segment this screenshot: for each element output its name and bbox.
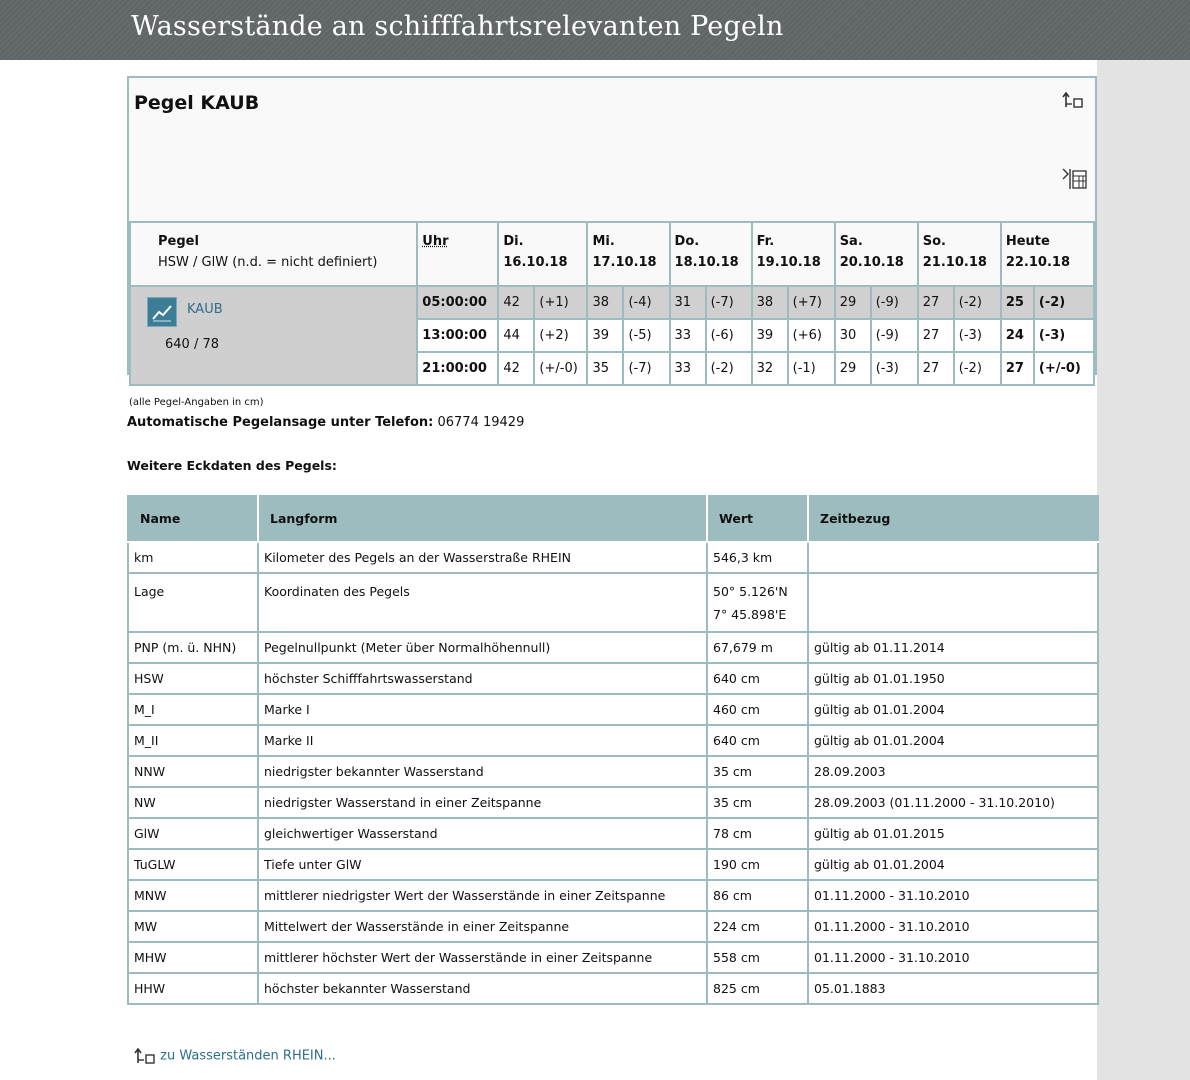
langform-cell: niedrigster bekannter Wasserstand [258, 756, 707, 787]
level-change-cell: (-3) [954, 319, 1001, 352]
day-name: Sa. [839, 234, 863, 249]
unit-note: (alle Pegel-Angaben in cm) [129, 397, 264, 408]
water-level-header-row [130, 222, 1094, 286]
pegel-header-title: Pegel [158, 234, 199, 249]
name-cell: MNW [128, 880, 258, 911]
level-change-cell: (-2) [1034, 286, 1094, 319]
day-date: 20.10.18 [839, 255, 904, 270]
level-change-cell: (-4) [623, 286, 669, 319]
level-change-cell: (-9) [871, 286, 918, 319]
day-column-header [498, 222, 587, 286]
day-name: So. [922, 234, 946, 249]
latitude-value: 50° 5.126'N [713, 584, 788, 599]
langform-cell: Pegelnullpunkt (Meter über Normalhöhennull) [258, 632, 707, 663]
time-cell: 21:00:00 [417, 352, 498, 385]
water-level-table [129, 221, 1095, 386]
station-link[interactable]: KAUB [187, 302, 223, 317]
page-header [0, 0, 1190, 60]
wert-column-header: Wert [707, 495, 808, 542]
level-value-cell: 24 [1001, 319, 1034, 352]
table-row [128, 818, 1098, 849]
level-value-cell: 29 [835, 286, 871, 319]
name-cell: M_I [128, 694, 258, 725]
level-value-cell: 31 [670, 286, 706, 319]
level-change-cell: (+7) [788, 286, 835, 319]
name-cell: NNW [128, 756, 258, 787]
further-data-heading: Weitere Eckdaten des Pegels: [127, 458, 337, 473]
level-value-cell: 27 [1001, 352, 1034, 385]
day-column-header [670, 222, 752, 286]
gauge-title: Pegel KAUB [134, 92, 260, 114]
wert-cell: 86 cm [707, 880, 808, 911]
level-value-cell: 33 [670, 319, 706, 352]
langform-cell: mittlerer höchster Wert der Wasserstände in einer Zeitspanne [258, 942, 707, 973]
back-to-rhein-link[interactable]: zu Wasserständen RHEIN... [160, 1048, 336, 1064]
hydrograph-icon[interactable] [147, 297, 177, 327]
day-column-header [918, 222, 1001, 286]
table-row [128, 973, 1098, 1004]
wert-cell: 546,3 km [707, 542, 808, 573]
level-value-cell: 27 [918, 286, 954, 319]
day-name: Heute [1005, 234, 1050, 249]
day-column-header [752, 222, 835, 286]
langform-cell: höchster bekannter Wasserstand [258, 973, 707, 1004]
zeitbezug-cell: 28.09.2003 [808, 756, 1098, 787]
level-change-cell: (-7) [623, 352, 669, 385]
level-value-cell: 38 [752, 286, 788, 319]
langform-cell: mittlerer niedrigster Wert der Wasserstände in einer Zeitspanne [258, 880, 707, 911]
level-change-cell: (+/-0) [534, 352, 587, 385]
day-column-header [1001, 222, 1094, 286]
phone-number: 06774 19429 [433, 415, 525, 430]
zeitbezug-cell: 28.09.2003 (01.11.2000 - 31.10.2010) [808, 787, 1098, 818]
level-change-cell: (+2) [534, 319, 587, 352]
langform-column-header: Langform [258, 495, 707, 542]
name-cell: MHW [128, 942, 258, 973]
longitude-value: 7° 45.898'E [713, 607, 787, 622]
time-cell: 05:00:00 [417, 286, 498, 319]
time-header-label: Uhr [422, 234, 449, 249]
wert-cell: 67,679 m [707, 632, 808, 663]
level-value-cell: 42 [498, 352, 534, 385]
day-date: 21.10.18 [922, 255, 987, 270]
level-value-cell: 39 [587, 319, 623, 352]
wert-cell: 35 cm [707, 756, 808, 787]
level-change-cell: (-2) [954, 286, 1001, 319]
back-link-row [134, 1047, 336, 1065]
level-change-cell: (-6) [706, 319, 752, 352]
zeitbezug-cell: 01.11.2000 - 31.10.2010 [808, 880, 1098, 911]
zeitbezug-cell: gültig ab 01.01.1950 [808, 663, 1098, 694]
table-row [128, 849, 1098, 880]
wert-cell: 640 cm [707, 663, 808, 694]
level-value-cell: 32 [752, 352, 788, 385]
langform-cell: Marke I [258, 694, 707, 725]
table-row [128, 542, 1098, 573]
level-value-cell: 33 [670, 352, 706, 385]
table-row [128, 756, 1098, 787]
wert-cell: 640 cm [707, 725, 808, 756]
name-cell: M_II [128, 725, 258, 756]
name-cell: PNP (m. ü. NHN) [128, 632, 258, 663]
pegel-column-header [130, 222, 417, 286]
day-name: Do. [674, 234, 700, 249]
level-value-cell: 29 [835, 352, 871, 385]
level-change-cell: (-2) [954, 352, 1001, 385]
day-date: 22.10.18 [1005, 255, 1070, 270]
water-level-row [130, 286, 1094, 319]
day-date: 19.10.18 [756, 255, 821, 270]
time-column-header [417, 222, 498, 286]
name-cell: TuGLW [128, 849, 258, 880]
day-date: 18.10.18 [674, 255, 739, 270]
zeitbezug-cell: 05.01.1883 [808, 973, 1098, 1004]
level-value-cell: 42 [498, 286, 534, 319]
zeitbezug-cell: gültig ab 01.01.2015 [808, 818, 1098, 849]
level-change-cell: (-3) [1034, 319, 1094, 352]
zeitbezug-cell: gültig ab 01.01.2004 [808, 849, 1098, 880]
table-view-icon[interactable] [1062, 168, 1088, 190]
day-column-header [835, 222, 918, 286]
name-cell: HHW [128, 973, 258, 1004]
wert-cell: 558 cm [707, 942, 808, 973]
langform-cell: Koordinaten des Pegels [258, 573, 707, 632]
station-hsw-glw: 640 / 78 [165, 337, 219, 352]
name-cell: km [128, 542, 258, 573]
zeitbezug-cell [808, 573, 1098, 632]
langform-cell: Kilometer des Pegels an der Wasserstraße RHEIN [258, 542, 707, 573]
wert-cell: 190 cm [707, 849, 808, 880]
level-change-cell: (-1) [788, 352, 835, 385]
wert-cell: 460 cm [707, 694, 808, 725]
day-date: 17.10.18 [592, 255, 657, 270]
wert-cell [707, 573, 808, 632]
level-change-cell: (-9) [871, 319, 918, 352]
wert-cell: 825 cm [707, 973, 808, 1004]
phone-label: Automatische Pegelansage unter Telefon: [127, 415, 434, 430]
level-value-cell: 27 [918, 319, 954, 352]
level-value-cell: 35 [587, 352, 623, 385]
day-date: 16.10.18 [503, 255, 568, 270]
level-change-cell: (-2) [706, 352, 752, 385]
day-name: Mi. [592, 234, 615, 249]
level-change-cell: (-5) [623, 319, 669, 352]
gauge-panel [127, 76, 1097, 375]
table-row [128, 787, 1098, 818]
level-value-cell: 39 [752, 319, 788, 352]
langform-cell: Marke II [258, 725, 707, 756]
level-up-icon[interactable] [134, 1047, 156, 1065]
table-row [128, 725, 1098, 756]
langform-cell: gleichwertiger Wasserstand [258, 818, 707, 849]
zeitbezug-cell: 01.11.2000 - 31.10.2010 [808, 911, 1098, 942]
day-name: Fr. [756, 234, 775, 249]
zeitbezug-cell: gültig ab 01.01.2004 [808, 694, 1098, 725]
name-cell: Lage [128, 573, 258, 632]
level-value-cell: 38 [587, 286, 623, 319]
table-row [128, 880, 1098, 911]
time-cell: 13:00:00 [417, 319, 498, 352]
phone-note [127, 415, 524, 430]
zeitbezug-cell: gültig ab 01.11.2014 [808, 632, 1098, 663]
table-row [128, 632, 1098, 663]
level-change-cell: (+1) [534, 286, 587, 319]
zeitbezug-cell: 01.11.2000 - 31.10.2010 [808, 942, 1098, 973]
zeitbezug-cell [808, 542, 1098, 573]
wert-cell: 35 cm [707, 787, 808, 818]
wert-cell: 224 cm [707, 911, 808, 942]
level-change-cell: (-3) [871, 352, 918, 385]
langform-cell: niedrigster Wasserstand in einer Zeitspanne [258, 787, 707, 818]
level-change-cell: (+6) [788, 319, 835, 352]
name-cell: MW [128, 911, 258, 942]
table-row [128, 663, 1098, 694]
right-sidebar-strip [1097, 60, 1190, 1080]
table-row [128, 694, 1098, 725]
name-cell: HSW [128, 663, 258, 694]
page-title: Wasserstände an schifffahrtsrelevanten Pegeln [131, 11, 784, 42]
wert-cell: 78 cm [707, 818, 808, 849]
zeitbezug-cell: gültig ab 01.01.2004 [808, 725, 1098, 756]
name-cell: NW [128, 787, 258, 818]
day-column-header [587, 222, 669, 286]
table-row [128, 911, 1098, 942]
langform-cell: Tiefe unter GlW [258, 849, 707, 880]
gauge-data-header-row [128, 495, 1098, 542]
gauge-data-table [127, 495, 1099, 1005]
level-up-icon[interactable] [1062, 91, 1086, 109]
level-value-cell: 30 [835, 319, 871, 352]
name-cell: GlW [128, 818, 258, 849]
level-value-cell: 44 [498, 319, 534, 352]
level-change-cell: (+/-0) [1034, 352, 1094, 385]
name-column-header: Name [128, 495, 258, 542]
table-row [128, 573, 1098, 632]
level-value-cell: 27 [918, 352, 954, 385]
langform-cell: höchster Schifffahrtswasserstand [258, 663, 707, 694]
level-value-cell: 25 [1001, 286, 1034, 319]
table-row [128, 942, 1098, 973]
station-cell [130, 286, 417, 385]
zeitbezug-column-header: Zeitbezug [808, 495, 1098, 542]
level-change-cell: (-7) [706, 286, 752, 319]
pegel-header-subtitle: HSW / GlW (n.d. = nicht definiert) [158, 255, 378, 270]
day-name: Di. [503, 234, 524, 249]
langform-cell: Mittelwert der Wasserstände in einer Zeitspanne [258, 911, 707, 942]
